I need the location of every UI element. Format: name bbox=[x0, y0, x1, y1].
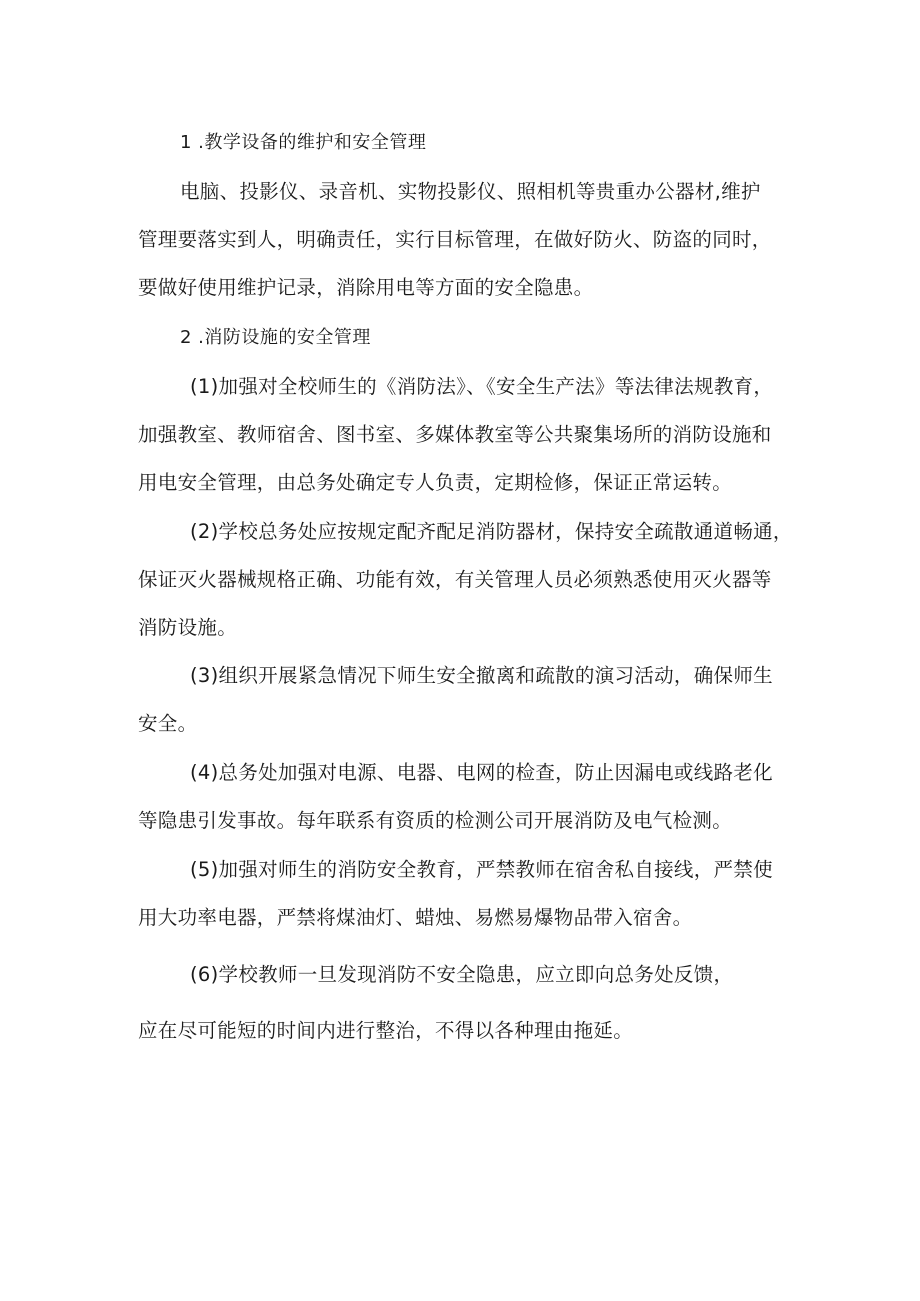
paragraph-line: 要做好使用维护记录，消除用电等方面的安全隐患。 bbox=[138, 276, 594, 299]
paragraph-line: 等隐患引发事故。每年联系有资质的检测公司开展消防及电气检测。 bbox=[138, 809, 733, 832]
paragraph-line: 消防设施。 bbox=[138, 616, 238, 639]
paragraph-line: (3)组织开展紧急情况下师生安全撤离和疏散的演习活动，确保师生 bbox=[190, 664, 773, 687]
paragraph-line: 保证灭火器械规格正确、功能有效，有关管理人员必须熟悉使用灭火器等 bbox=[138, 568, 772, 591]
paragraph-line: (4)总务处加强对电源、电器、电网的检查，防止因漏电或线路老化 bbox=[190, 761, 773, 784]
paragraph-line: 应在尽可能短的时间内进行整治，不得以各种理由拖延。 bbox=[138, 1019, 634, 1042]
paragraph-line: 加强教室、教师宿舍、图书室、多媒体教室等公共聚集场所的消防设施和 bbox=[138, 423, 772, 446]
paragraph-line: (1)加强对全校师生的《消防法》、《安全生产法》等法律法规教育， bbox=[190, 375, 774, 398]
paragraph-line: 用电安全管理，由总务处确定专人负责，定期检修，保证正常运转。 bbox=[138, 471, 733, 494]
paragraph-line: (6)学校教师一旦发现消防不安全隐患，应立即向总务处反馈， bbox=[190, 963, 734, 986]
paragraph-line: (2)学校总务处应按规定配齐配足消防器材，保持安全疏散通道畅通， bbox=[190, 520, 793, 543]
section-2-heading: 2 .消防设施的安全管理 bbox=[180, 327, 371, 348]
paragraph-line: 用大功率电器，严禁将煤油灯、蜡烛、易燃易爆物品带入宿舍。 bbox=[138, 906, 693, 929]
paragraph-line: 管理要落实到人，明确责任，实行目标管理，在做好防火、防盗的同时， bbox=[138, 228, 772, 251]
paragraph-line: 电脑、投影仪、录音机、实物投影仪、照相机等贵重办公器材,维护 bbox=[180, 180, 761, 203]
paragraph-line: 安全。 bbox=[138, 712, 198, 735]
paragraph-line: (5)加强对师生的消防安全教育，严禁教师在宿舍私自接线，严禁使 bbox=[190, 858, 773, 881]
section-1-heading: 1 .教学设备的维护和安全管理 bbox=[180, 132, 427, 153]
